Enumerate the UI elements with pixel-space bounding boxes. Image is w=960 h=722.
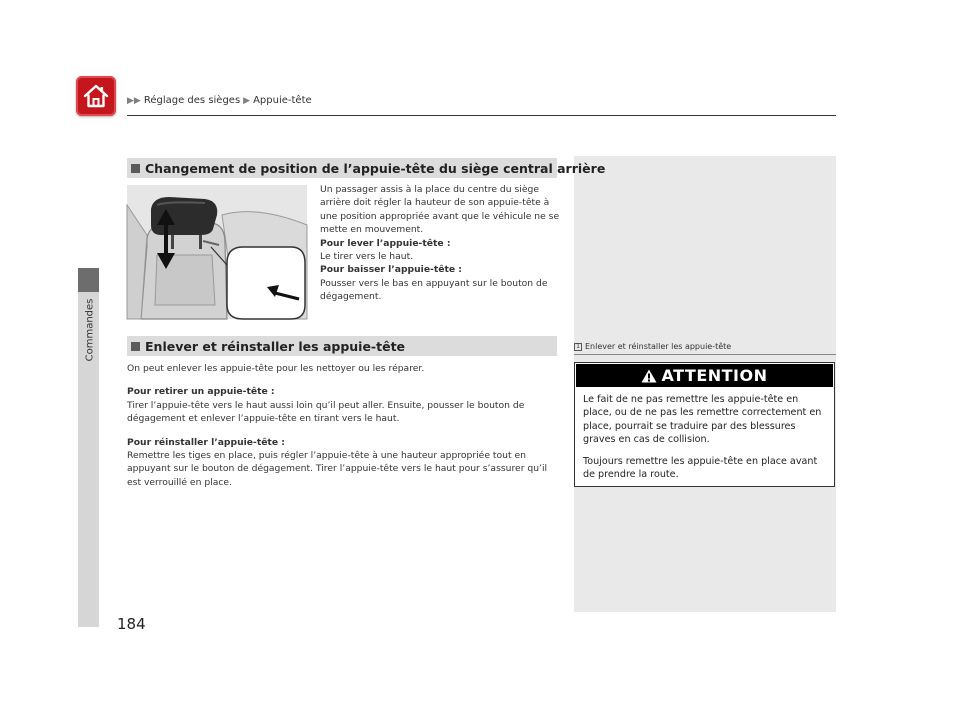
reinstall-heading: Pour réinstaller l’appuie-tête : bbox=[127, 436, 285, 448]
home-icon bbox=[82, 82, 110, 110]
note-reference-icon: 1 bbox=[574, 343, 582, 351]
section1-text-block bbox=[320, 183, 560, 304]
breadcrumb-arrow-icon: ▶▶ bbox=[127, 95, 141, 106]
header-divider bbox=[127, 115, 836, 116]
page-number: 184 bbox=[117, 615, 146, 633]
breadcrumb-arrow-icon: ▶ bbox=[243, 95, 251, 106]
lower-text: Pousser vers le bas en appuyant sur le bouton de dégagement. bbox=[320, 277, 548, 303]
breadcrumb bbox=[127, 95, 312, 106]
attention-text-1: Le fait de ne pas remettre les appuie-tête en place, ou de ne pas les remettre correctement en place, pourrait se traduire par des blessures graves en cas de collision. bbox=[583, 394, 822, 446]
sidebar-chapter-label: Commandes bbox=[84, 298, 96, 362]
attention-box bbox=[574, 362, 835, 487]
raise-text: Le tirer vers le haut. bbox=[320, 251, 414, 263]
section-heading-rear-center-headrest bbox=[127, 158, 606, 178]
section2-intro: On peut enlever les appuie-tête pour les nettoyer ou les réparer. bbox=[127, 363, 425, 374]
note-reference[interactable] bbox=[574, 342, 836, 355]
section2-text-block bbox=[127, 362, 559, 499]
section-heading-remove-reinstall bbox=[127, 336, 557, 356]
section-marker-icon bbox=[131, 164, 140, 173]
attention-title: ATTENTION bbox=[661, 366, 768, 385]
attention-text-2: Toujours remettre les appuie-tête en place avant de prendre la route. bbox=[583, 455, 818, 481]
home-button[interactable] bbox=[76, 76, 116, 116]
reinstall-text: Remettre les tiges en place, puis régler l’appuie-tête à une hauteur appropriée tout en appuyant sur le bouton de dégagement. Tirer l’appuie-tête vers le haut pour s’assurer qu’il est verrouillé en place. bbox=[127, 450, 548, 488]
note-reference-label: Enlever et réinstaller les appuie-tête bbox=[585, 342, 732, 351]
breadcrumb-link-seats[interactable]: Réglage des sièges bbox=[143, 95, 241, 106]
breadcrumb-link-headrest[interactable]: Appuie-tête bbox=[253, 95, 312, 106]
warning-triangle-icon bbox=[641, 369, 657, 383]
lower-heading: Pour baisser l’appuie-tête : bbox=[320, 264, 462, 276]
section-title: Changement de position de l’appuie-tête du siège central arrière bbox=[145, 160, 606, 176]
section-title: Enlever et réinstaller les appuie-tête bbox=[145, 338, 406, 354]
section-marker-icon bbox=[131, 342, 140, 351]
sidebar-chapter-tab[interactable] bbox=[78, 268, 99, 292]
remove-heading: Pour retirer un appuie-tête : bbox=[127, 386, 275, 398]
headrest-illustration bbox=[127, 185, 307, 319]
section1-intro: Un passager assis à la place du centre du siège arrière doit régler la hauteur de son appuie-tête à une position appropriée avant que le véhicule ne se mette en mouvement. bbox=[320, 184, 560, 236]
attention-body bbox=[575, 388, 834, 481]
attention-header bbox=[576, 364, 833, 387]
raise-heading: Pour lever l’appuie-tête : bbox=[320, 237, 451, 249]
remove-text: Tirer l’appuie-tête vers le haut aussi loin qu’il peut aller. Ensuite, pousser le bouton de dégagement et enlever l’appuie-tête en tirant vers le haut. bbox=[127, 399, 525, 425]
